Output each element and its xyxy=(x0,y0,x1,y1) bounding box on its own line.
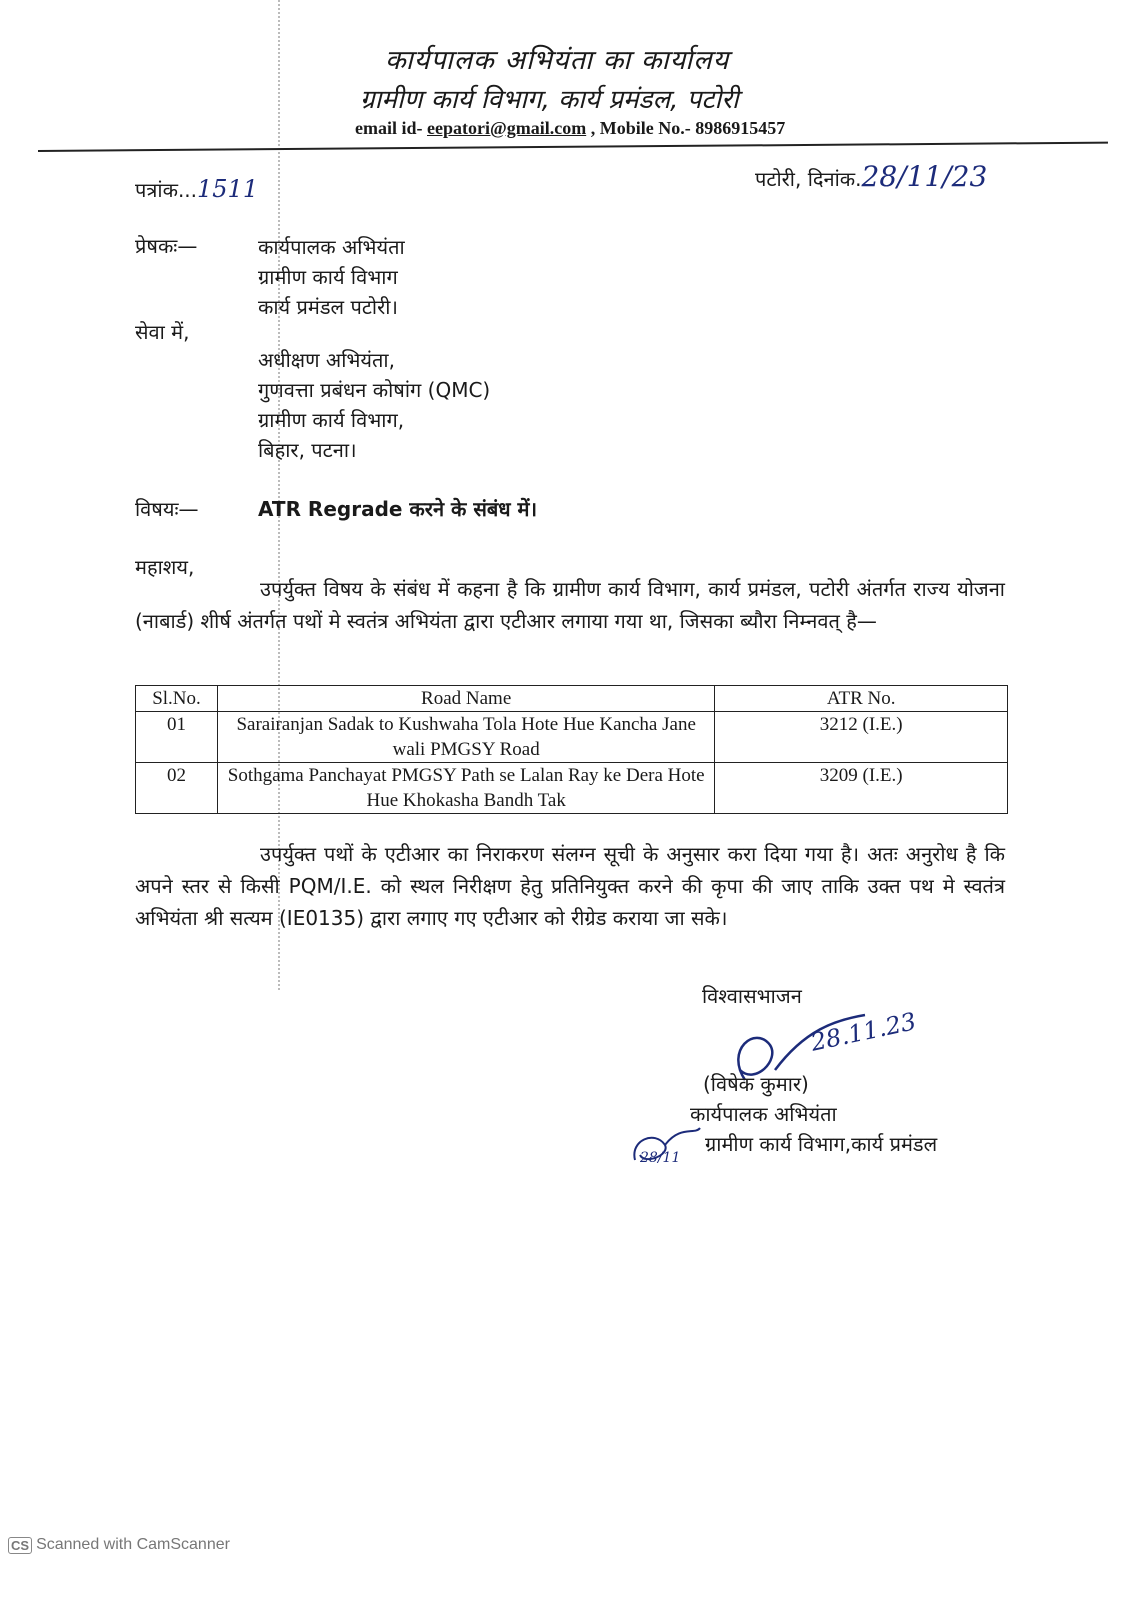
table-row xyxy=(136,763,1008,814)
camscanner-logo-icon: CS xyxy=(8,1537,32,1554)
header-road-name: Road Name xyxy=(217,686,714,712)
recipient-label: सेवा में, xyxy=(135,320,190,344)
sender-block xyxy=(258,232,405,322)
recipient-block xyxy=(258,345,490,465)
reference-line xyxy=(135,175,258,203)
sender-line: कार्यपालक अभियंता xyxy=(258,235,405,259)
sender-label: प्रेषकः— xyxy=(135,234,198,258)
signatory-name: (विषेक कुमार) xyxy=(703,1072,809,1096)
email-link[interactable]: eepatori@gmail.com xyxy=(427,118,587,138)
signatory-office: ग्रामीण कार्य विभाग,कार्य प्रमंडल xyxy=(705,1132,938,1156)
atr-table xyxy=(135,685,1008,814)
recipient-line: बिहार, पटना। xyxy=(258,438,357,462)
header-sl-no: Sl.No. xyxy=(136,686,218,712)
recipient-line: गुणवत्ता प्रबंधन कोषांग (QMC) xyxy=(258,378,491,402)
subject-label: विषयः— xyxy=(135,497,199,521)
cell-sl-no: 01 xyxy=(136,712,218,763)
reference-label: पत्रांक... xyxy=(135,178,198,202)
watermark-text: Scanned with CamScanner xyxy=(36,1536,230,1553)
cell-atr-no: 3212 (I.E.) xyxy=(715,712,1008,763)
cell-road-name: Sarairanjan Sadak to Kushwaha Tola Hote Hue Kancha Jane wali PMGSY Road xyxy=(217,712,714,763)
letterhead-contact xyxy=(355,118,785,139)
body-paragraph-1: उपर्युक्त विषय के संबंध में कहना है कि ग्रामीण कार्य विभाग, कार्य प्रमंडल, पटोरी अंतर्गत राज्य योजना (नाबार्ड) शीर्ष अंतर्गत पथों मे स्वतंत्र अभियंता द्वारा एटीआर लगाया गया था, जिसका ब्यौरा निम्नवत् है— xyxy=(135,577,1005,633)
body-paragraph-2: उपर्युक्त पथों के एटीआर का निराकरण संलग्न सूची के अनुसार करा दिया गया है। अतः अनुरोध है कि अपने स्तर से किसी PQM/I.E. को स्थल निरीक्षण हेतु प्रतिनियुक्त करने की कृपा की जाए ताकि उक्त पथ मे स्वतंत्र अभियंता श्री सत्यम (IE0135) द्वारा लगाए गए एटीआर को रीग्रेड कराया जा सके। xyxy=(135,842,1005,930)
reference-number: 1511 xyxy=(197,175,259,203)
salutation: महाशय, xyxy=(135,555,195,579)
letterhead-office: कार्यपालक अभियंता का कार्यालय xyxy=(385,45,730,76)
header-atr-no: ATR No. xyxy=(715,686,1008,712)
initials-date: 28/11 xyxy=(640,1150,681,1166)
table-row xyxy=(136,712,1008,763)
signatory-designation: कार्यपालक अभियंता xyxy=(690,1102,837,1126)
recipient-line: ग्रामीण कार्य विभाग, xyxy=(258,408,405,432)
date-label: पटोरी, दिनांक. xyxy=(755,167,862,191)
subject-text: ATR Regrade करने के संबंध में। xyxy=(258,497,538,521)
letterhead-department: ग्रामीण कार्य विभाग, कार्य प्रमंडल, पटोरी xyxy=(360,85,739,115)
date-value: 28/11/23 xyxy=(861,160,988,193)
cell-sl-no: 02 xyxy=(136,763,218,814)
closing: विश्वासभाजन xyxy=(702,984,802,1008)
mobile-number: , Mobile No.- 8986915457 xyxy=(586,118,786,138)
email-prefix: email id- xyxy=(355,118,427,138)
signature-date: 28.11.23 xyxy=(808,1007,919,1057)
header-divider xyxy=(38,142,1108,152)
date-line xyxy=(755,160,987,193)
cell-atr-no: 3209 (I.E.) xyxy=(715,763,1008,814)
sender-line: ग्रामीण कार्य विभाग xyxy=(258,265,398,289)
cell-road-name: Sothgama Panchayat PMGSY Path se Lalan Ray ke Dera Hote Hue Khokasha Bandh Tak xyxy=(217,763,714,814)
camscanner-watermark xyxy=(8,1536,230,1554)
table-header-row xyxy=(136,686,1008,712)
sender-line: कार्य प्रमंडल पटोरी। xyxy=(258,295,399,319)
recipient-line: अधीक्षण अभियंता, xyxy=(258,348,395,372)
